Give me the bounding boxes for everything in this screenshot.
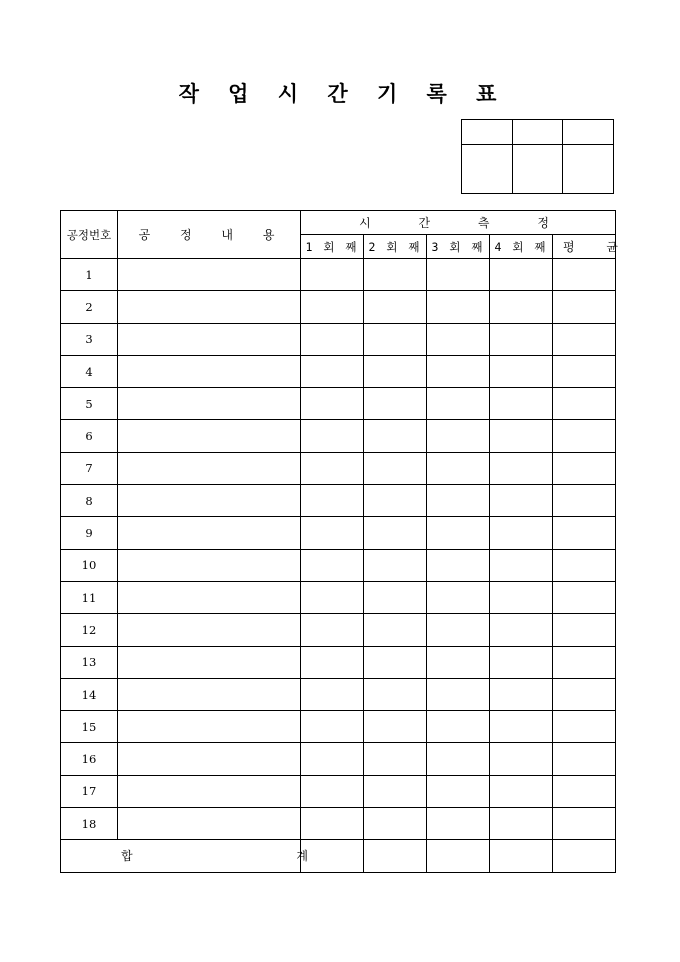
row-number: 14 [61,678,118,710]
approval-sign-cell[interactable] [513,145,563,194]
process-content-cell[interactable] [118,291,301,323]
round-4-cell[interactable] [490,259,553,291]
process-content-cell[interactable] [118,808,301,840]
round-3-cell[interactable] [427,581,490,613]
round-4-cell[interactable] [490,485,553,517]
header-process-no: 공정번호 [61,211,118,259]
table-row [61,775,616,807]
row-number: 17 [61,775,118,807]
round-3-cell[interactable] [427,291,490,323]
approval-box [461,119,614,194]
round-1-cell[interactable] [301,614,364,646]
process-content-cell[interactable] [118,259,301,291]
round-2-cell[interactable] [364,581,427,613]
round-2-cell[interactable] [364,420,427,452]
header-round-3: 3 회 째 [427,235,490,259]
round-4-cell[interactable] [490,808,553,840]
row-number: 8 [61,485,118,517]
total-round-4-cell[interactable] [490,840,553,872]
round-3-cell[interactable] [427,646,490,678]
round-1-cell[interactable] [301,259,364,291]
round-1-cell[interactable] [301,678,364,710]
work-time-table [60,210,632,873]
round-1-cell[interactable] [301,646,364,678]
round-3-cell[interactable] [427,323,490,355]
average-cell[interactable] [553,452,616,484]
total-average-cell[interactable] [553,840,616,872]
process-content-cell[interactable] [118,355,301,387]
table-row [61,452,616,484]
table-row [61,808,616,840]
row-number: 13 [61,646,118,678]
round-2-cell[interactable] [364,452,427,484]
average-cell[interactable] [553,388,616,420]
round-2-cell[interactable] [364,711,427,743]
row-number: 12 [61,614,118,646]
table-row [61,549,616,581]
round-3-cell[interactable] [427,259,490,291]
round-1-cell[interactable] [301,517,364,549]
row-number: 4 [61,355,118,387]
round-3-cell[interactable] [427,420,490,452]
average-cell[interactable] [553,614,616,646]
row-number: 1 [61,259,118,291]
header-process-content: 공 정 내 용 [118,211,301,259]
row-number: 2 [61,291,118,323]
average-cell[interactable] [553,581,616,613]
average-cell[interactable] [553,711,616,743]
round-1-cell[interactable] [301,388,364,420]
header-round-2: 2 회 째 [364,235,427,259]
process-content-cell[interactable] [118,614,301,646]
round-4-cell[interactable] [490,420,553,452]
round-2-cell[interactable] [364,291,427,323]
round-1-cell[interactable] [301,485,364,517]
round-3-cell[interactable] [427,614,490,646]
round-3-cell[interactable] [427,743,490,775]
process-content-cell[interactable] [118,549,301,581]
process-content-cell[interactable] [118,775,301,807]
round-3-cell[interactable] [427,485,490,517]
round-1-cell[interactable] [301,711,364,743]
round-2-cell[interactable] [364,678,427,710]
round-1-cell[interactable] [301,808,364,840]
average-cell[interactable] [553,678,616,710]
approval-header-cell[interactable] [462,120,513,145]
row-number: 9 [61,517,118,549]
round-2-cell[interactable] [364,259,427,291]
table-row [61,614,616,646]
round-3-cell[interactable] [427,775,490,807]
round-2-cell[interactable] [364,517,427,549]
round-1-cell[interactable] [301,743,364,775]
row-number: 3 [61,323,118,355]
approval-header-cell[interactable] [513,120,563,145]
table-row [61,711,616,743]
round-2-cell[interactable] [364,743,427,775]
round-4-cell[interactable] [490,549,553,581]
average-cell[interactable] [553,355,616,387]
process-content-cell[interactable] [118,420,301,452]
document-title: 작 업 시 간 기 록 표 [178,82,508,106]
round-2-cell[interactable] [364,388,427,420]
round-1-cell[interactable] [301,775,364,807]
row-number: 16 [61,743,118,775]
round-3-cell[interactable] [427,549,490,581]
round-4-cell[interactable] [490,388,553,420]
round-2-cell[interactable] [364,808,427,840]
average-cell[interactable] [553,259,616,291]
process-content-cell[interactable] [118,743,301,775]
row-number: 18 [61,808,118,840]
average-cell[interactable] [553,420,616,452]
process-content-cell[interactable] [118,711,301,743]
round-3-cell[interactable] [427,388,490,420]
average-cell[interactable] [553,808,616,840]
process-content-cell[interactable] [118,452,301,484]
average-cell[interactable] [553,291,616,323]
average-cell[interactable] [553,549,616,581]
round-4-cell[interactable] [490,775,553,807]
row-number: 6 [61,420,118,452]
table-row [61,259,616,291]
round-4-cell[interactable] [490,452,553,484]
round-2-cell[interactable] [364,323,427,355]
round-1-cell[interactable] [301,323,364,355]
round-1-cell[interactable] [301,355,364,387]
row-number: 15 [61,711,118,743]
header-time-measure: 시 간 측 정 [301,211,616,235]
total-round-3-cell[interactable] [427,840,490,872]
round-1-cell[interactable] [301,452,364,484]
average-cell[interactable] [553,323,616,355]
round-3-cell[interactable] [427,355,490,387]
round-2-cell[interactable] [364,614,427,646]
round-4-cell[interactable] [490,743,553,775]
round-2-cell[interactable] [364,646,427,678]
process-content-cell[interactable] [118,485,301,517]
round-4-cell[interactable] [490,323,553,355]
round-4-cell[interactable] [490,291,553,323]
average-cell[interactable] [553,775,616,807]
process-content-cell[interactable] [118,323,301,355]
table-row [61,485,616,517]
round-2-cell[interactable] [364,485,427,517]
round-1-cell[interactable] [301,581,364,613]
round-2-cell[interactable] [364,549,427,581]
process-content-cell[interactable] [118,646,301,678]
approval-sign-cell[interactable] [462,145,513,194]
round-3-cell[interactable] [427,517,490,549]
header-round-4: 4 회 째 [490,235,553,259]
round-3-cell[interactable] [427,808,490,840]
table-row [61,743,616,775]
header-average: 평 균 [553,235,616,259]
row-number: 10 [61,549,118,581]
table-row [61,323,616,355]
table-row [61,388,616,420]
table-row [61,291,616,323]
table-row [61,581,616,613]
row-number: 5 [61,388,118,420]
round-1-cell[interactable] [301,420,364,452]
round-4-cell[interactable] [490,355,553,387]
round-4-cell[interactable] [490,614,553,646]
total-row [61,840,616,872]
average-cell[interactable] [553,743,616,775]
round-1-cell[interactable] [301,549,364,581]
round-4-cell[interactable] [490,581,553,613]
approval-header-cell[interactable] [563,120,614,145]
table-row [61,355,616,387]
round-2-cell[interactable] [364,775,427,807]
table-row [61,517,616,549]
header-round-1: 1 회 째 [301,235,364,259]
average-cell[interactable] [553,517,616,549]
round-4-cell[interactable] [490,646,553,678]
round-1-cell[interactable] [301,291,364,323]
approval-sign-cell[interactable] [563,145,614,194]
round-4-cell[interactable] [490,711,553,743]
table-row [61,678,616,710]
process-content-cell[interactable] [118,388,301,420]
process-content-cell[interactable] [118,581,301,613]
average-cell[interactable] [553,646,616,678]
average-cell[interactable] [553,485,616,517]
process-content-cell[interactable] [118,678,301,710]
table-row [61,646,616,678]
total-label: 합 계 [61,840,301,872]
process-content-cell[interactable] [118,517,301,549]
round-3-cell[interactable] [427,678,490,710]
round-4-cell[interactable] [490,517,553,549]
round-3-cell[interactable] [427,452,490,484]
row-number: 7 [61,452,118,484]
round-2-cell[interactable] [364,355,427,387]
table-row [61,420,616,452]
row-number: 11 [61,581,118,613]
round-4-cell[interactable] [490,678,553,710]
round-3-cell[interactable] [427,711,490,743]
